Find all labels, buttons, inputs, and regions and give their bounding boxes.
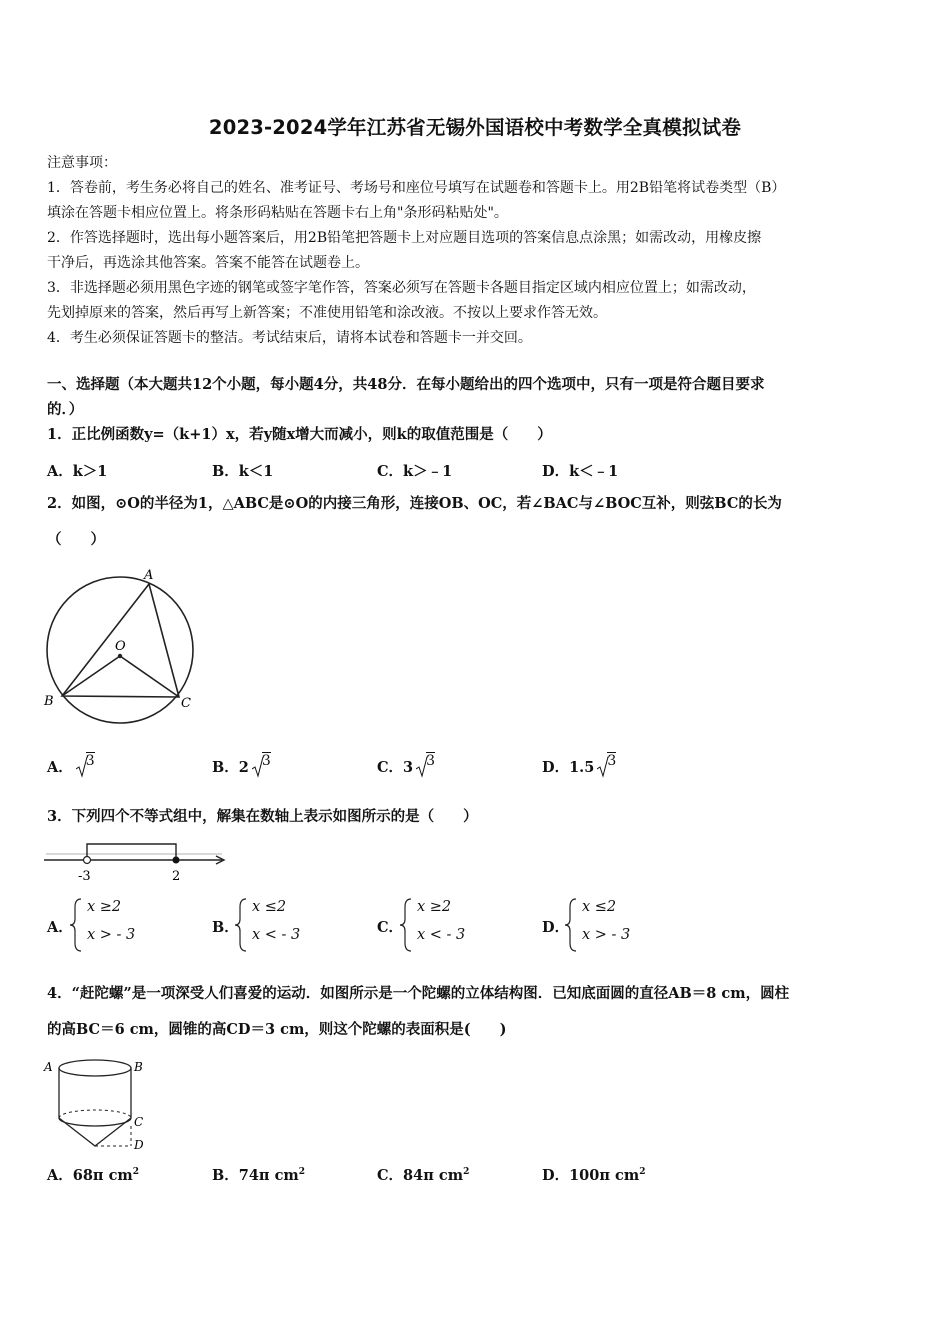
notes-line: 4．考生必须保证答题卡的整洁。考试结束后，请将本试卷和答题卡一并交回。 <box>47 330 532 346</box>
question-2 <box>47 486 909 558</box>
option-a-label: A． <box>47 919 73 936</box>
label-o: O <box>115 639 126 654</box>
squared-exponent: 2 <box>463 1167 470 1178</box>
label-c: C <box>134 1115 144 1129</box>
question-3 <box>47 799 909 835</box>
top-ellipse <box>59 1060 131 1076</box>
radicand: 3 <box>261 753 271 769</box>
solution-bracket <box>87 844 176 860</box>
question-2-stem: 2．如图，⊙O的半径为1，△ABC是⊙O的内接三角形，连接OB、OC，若∠BAC与∠BOC互补，则弦BC的长为 <box>47 495 782 512</box>
option-d-text: D．100π cm <box>542 1167 640 1184</box>
option-d-label: D． <box>542 919 570 936</box>
inequality-2: x > - 3 <box>87 927 136 943</box>
sqrt-three <box>76 753 95 778</box>
label-a: A <box>44 1060 53 1074</box>
sqrt-three <box>416 753 436 778</box>
option-c <box>377 1164 469 1185</box>
circle-triangle-figure <box>40 565 210 735</box>
inequality-2: x < - 3 <box>417 927 466 943</box>
notes-line: 填涂在答题卡相应位置上。将条形码粘贴在答题卡右上角"条形码粘贴处"。 <box>47 205 508 221</box>
inequality-2: x < - 3 <box>252 927 301 943</box>
question-1 <box>47 417 909 453</box>
base-back-arc <box>59 1110 131 1118</box>
option-a <box>47 1164 139 1185</box>
notes-line: 1．答卷前，考生务必将自己的姓名、准考证号、考场号和座位号填写在试题卷和答题卡上。用2B铅笔将试卷类型（B） <box>47 180 786 196</box>
number-line-figure <box>42 838 232 886</box>
brace-icon <box>234 897 248 953</box>
question-3-options <box>47 897 909 957</box>
option-c: C．k＞﹣1 <box>377 463 453 480</box>
option-a: A．k＞1 <box>47 463 108 480</box>
closed-point-two <box>173 857 180 864</box>
section-heading <box>47 372 909 422</box>
inequality-1: x ≤2 <box>252 899 287 915</box>
inequality-1: x ≥2 <box>87 899 122 915</box>
sqrt-three <box>597 753 617 778</box>
question-4-options <box>47 1164 909 1194</box>
inequality-1: x ≥2 <box>417 899 452 915</box>
option-d <box>542 1164 645 1185</box>
notes-block <box>47 151 909 351</box>
option-b-text: B．74π cm <box>212 1167 299 1184</box>
question-1-stem: 1．正比例函数y=（k+1）x，若y随x增大而减小，则k的取值范围是（ ） <box>47 426 552 443</box>
squared-exponent: 2 <box>639 1167 646 1178</box>
label-b: B <box>44 694 54 709</box>
base-front-arc <box>59 1118 131 1126</box>
label-a: A <box>144 568 154 583</box>
question-4 <box>47 976 909 1048</box>
option-c-text: C．84π cm <box>377 1167 464 1184</box>
sqrt-three <box>252 753 271 778</box>
notes-heading: 注意事项： <box>47 155 117 171</box>
radicand: 3 <box>607 753 617 769</box>
open-point-minus-three <box>84 857 91 864</box>
section-line: 一、选择题（本大题共12个小题，每小题4分，共48分．在每小题给出的四个选项中，只有一项是符合题目要求 <box>47 376 765 393</box>
squared-exponent: 2 <box>132 1167 140 1178</box>
notes-line: 干净后，再选涂其他答案。答案不能答在试题卷上。 <box>47 255 369 271</box>
brace-icon <box>399 897 413 953</box>
question-3-stem: 3．下列四个不等式组中，解集在数轴上表示如图所示的是（ ） <box>47 808 478 825</box>
notes-line: 3．非选择题必须用黑色字迹的钢笔或签字笔作答，答案必须写在答题卡各题目指定区域内相应位置上；如需改动， <box>47 280 756 296</box>
option-b <box>212 1164 305 1185</box>
page-title: 2023-2024学年江苏省无锡外国语校中考数学全真模拟试卷 <box>208 116 742 139</box>
notes-line: 先划掉原来的答案，然后再写上新答案；不准使用铅笔和涂改液。不按以上要求作答无效。 <box>47 305 607 321</box>
brace-icon <box>564 897 578 953</box>
option-a-text: A．68π cm <box>47 1167 133 1184</box>
notes-line: 2．作答选择题时，选出每小题答案后，用2B铅笔把答题卡上对应题目选项的答案信息点涂黑；如需改动，用橡皮擦 <box>47 230 762 246</box>
cone-outline <box>59 1118 131 1146</box>
question-4-stem: 4．“赶陀螺”是一项深受人们喜爱的运动．如图所示是一个陀螺的立体结构图．已知底面圆的直径AB＝8 cm，圆柱 <box>47 985 790 1002</box>
label-d: D <box>134 1138 144 1152</box>
inequality-2: x > - 3 <box>582 927 631 943</box>
option-b <box>212 753 271 778</box>
question-2-options <box>47 753 909 786</box>
question-4-stem-end: 的高BC＝6 cm，圆锥的高CD＝3 cm，则这个陀螺的表面积是( ) <box>47 1021 507 1038</box>
option-b: B．k＜1 <box>212 463 274 480</box>
brace-icon <box>69 897 83 953</box>
option-d: D．k＜﹣1 <box>542 463 619 480</box>
option-d-label: D．1.5 <box>542 759 595 776</box>
option-c <box>377 753 436 778</box>
radicand: 3 <box>85 753 95 769</box>
option-a-label: A． <box>47 759 73 776</box>
question-2-stem-end: （ ） <box>47 531 105 548</box>
label-c: C <box>181 696 191 711</box>
label-b: B <box>134 1060 143 1074</box>
option-b-label: B．2 <box>212 759 249 776</box>
squared-exponent: 2 <box>298 1167 306 1178</box>
spinning-top-figure <box>42 1056 157 1156</box>
option-a <box>47 753 95 778</box>
radicand: 3 <box>426 753 436 769</box>
option-c-label: C． <box>377 919 404 936</box>
option-d <box>542 753 617 778</box>
tick-label-right: 2 <box>172 869 181 884</box>
center-point <box>118 654 122 658</box>
option-b-label: B． <box>212 919 239 936</box>
section-line: 的．） <box>47 401 84 418</box>
segment-ob <box>62 656 120 696</box>
option-c-label: C．3 <box>377 759 414 776</box>
tick-label-left: -3 <box>78 869 91 884</box>
inequality-1: x ≤2 <box>582 899 617 915</box>
